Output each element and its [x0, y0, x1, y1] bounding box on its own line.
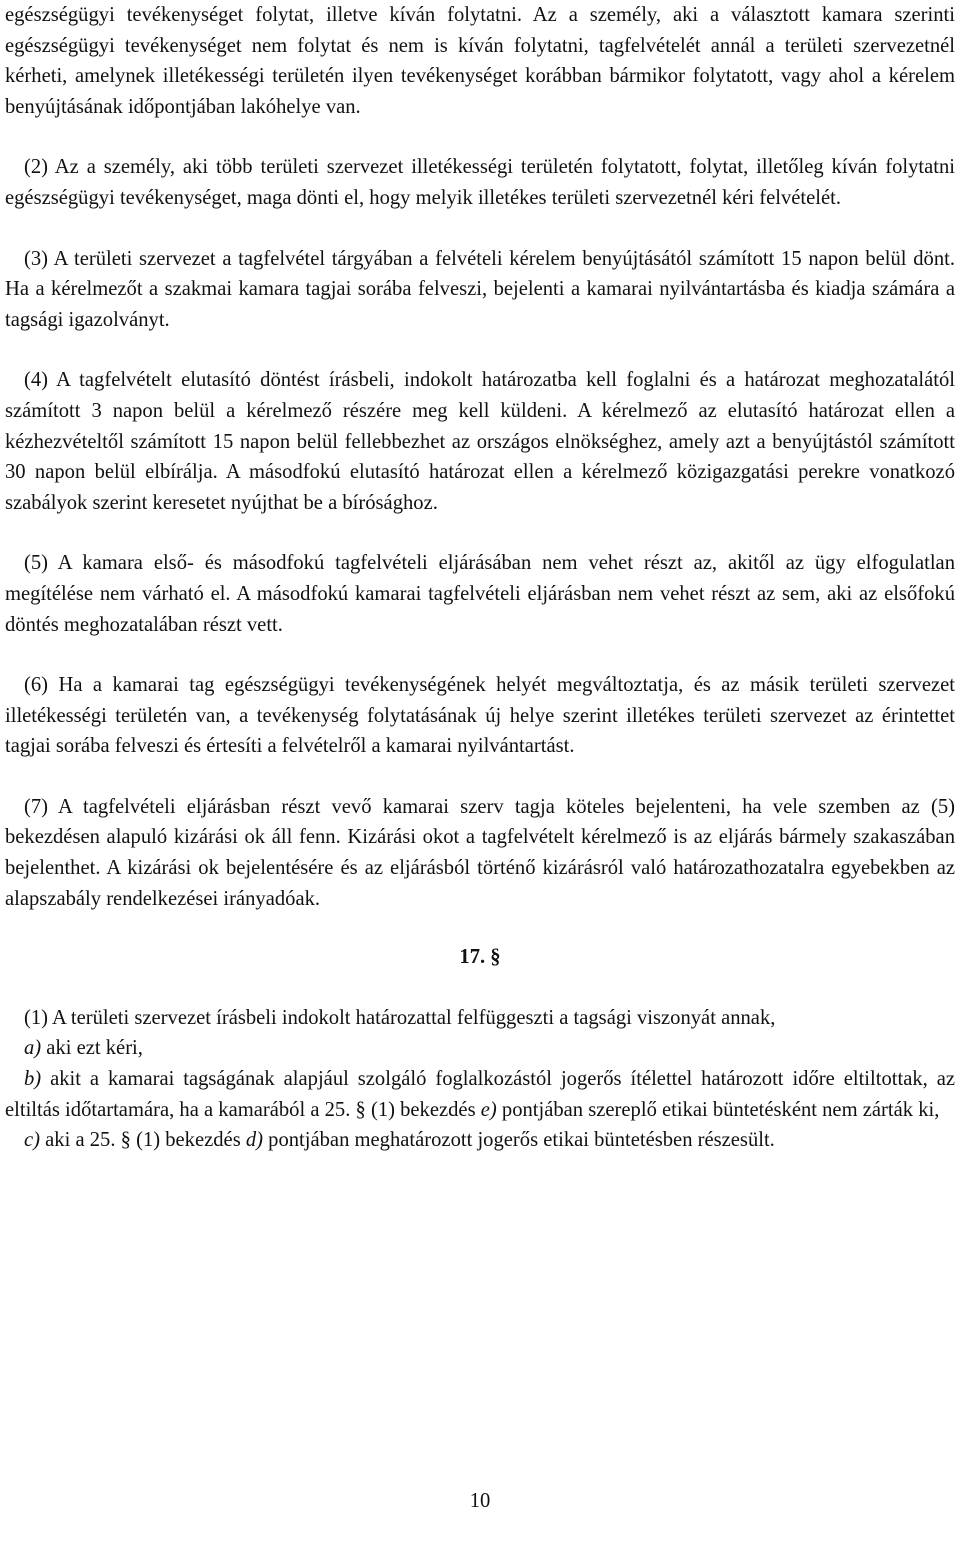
- page-number: 10: [469, 1490, 491, 1512]
- list-label-a: a): [24, 1037, 42, 1060]
- list-label-b: b): [24, 1068, 42, 1091]
- list-label-c: c): [24, 1129, 40, 1152]
- list-text-c-part2: pontjában meghatározott jogerős etikai büntetésben részesült.: [263, 1129, 775, 1152]
- list-text-b-part1: akit a kamarai tagságának alapjául szolgáló foglalkozástól jogerős ítélettel határozott időre eltiltottak, az eltiltás időtartamára, ha a kamarából a 25. § (1) bekezdés: [5, 1068, 955, 1121]
- list-item-a: [5, 1033, 955, 1064]
- paragraph-4: (4) A tagfelvételt elutasító döntést írásbeli, indokolt határozatba kell foglalni és a határozat meghozatalától számított 3 napon belül a kérelmező részére meg kell küldeni. A kérelmező az elutasító határozat ellen a kézhezvételtől számított 15 napon belül fellebbezhet az országos elnökséghez, amely azt a benyújtástól számított 30 napon belül elbírálja. A másodfokú elutasító határozat ellen a kérelmező közigazgatási perekre vonatkozó szabályok szerint keresetet nyújthat be a bírósághoz.: [5, 369, 955, 514]
- list-text-a: aki ezt kéri,: [41, 1037, 143, 1060]
- inline-label-e: e): [480, 1098, 497, 1121]
- paragraph-2: (2) Az a személy, aki több területi szervezet illetékességi területén folytatott, folytat, illetőleg kíván folytatni egészségügyi tevékenységet, maga dönti el, hogy melyik illetékes területi szervezetnél kéri felvételét.: [5, 156, 955, 209]
- paragraph-5: (5) A kamara első- és másodfokú tagfelvételi eljárásában nem vehet részt az, akitől az ügy elfogulatlan megítélése nem várható el. A másodfokú kamarai tagfelvételi eljárásban nem vehet részt az sem, aki az elsőfokú döntés meghozatalában részt vett.: [5, 552, 955, 636]
- inline-label-d: d): [245, 1129, 264, 1152]
- list-item-b: [5, 1064, 955, 1125]
- paragraph-continuation: egészségügyi tevékenységet folytat, illetve kíván folytatni. Az a személy, aki a választott kamara szerinti egészségügyi tevékenységet nem folytat és nem is kíván folytatni, tagfelvételét annál a területi szervezetnél kérheti, amelynek illetékességi területén ilyen tevékenységet korábban bármikor folytatott, vagy ahol a kérelem benyújtásának időpontjában lakóhelye van.: [5, 4, 955, 118]
- list-item-c: [5, 1125, 955, 1156]
- document-page: [5, 0, 955, 1156]
- list-text-c-part1: aki a 25. § (1) bekezdés: [40, 1129, 246, 1152]
- paragraph-7: (7) A tagfelvételi eljárásban részt vevő kamarai szerv tagja köteles bejelenteni, ha vele szemben az (5) bekezdésen alapuló kizárási ok áll fenn. Kizárási okot a tagfelvételt kérelmező is az eljárás bármely szakaszában bejelenthet. A kizárási ok bejelentésére és az eljárásból történő kizárásról való határozathozatalra egyebekben az alapszabály rendelkezései irányadóak.: [5, 795, 955, 910]
- section-heading: 17. §: [459, 946, 501, 969]
- list-text-b-part2: pontjában szereplő etikai büntetésként nem zárták ki,: [496, 1098, 940, 1121]
- paragraph-6: (6) Ha a kamarai tag egészségügyi tevékenységének helyét megváltoztatja, és az másik területi szervezet illetékességi területén van, a tevékenység folytatásának új helye szerint illetékes területi szervezet az érintettet tagjai sorába felveszi és értesíti a felvételről a kamarai nyilvántartást.: [5, 674, 955, 758]
- section-17-paragraph-1: (1) A területi szervezet írásbeli indokolt határozattal felfüggeszti a tagsági viszonyát annak,: [24, 1006, 776, 1029]
- paragraph-3: (3) A területi szervezet a tagfelvétel tárgyában a felvételi kérelem benyújtásától számított 15 napon belül dönt. Ha a kérelmezőt a szakmai kamara tagjai sorába felveszi, bejelenti a kamarai nyilvántartásba és kiadja számára a tagsági igazolványt.: [5, 247, 955, 331]
